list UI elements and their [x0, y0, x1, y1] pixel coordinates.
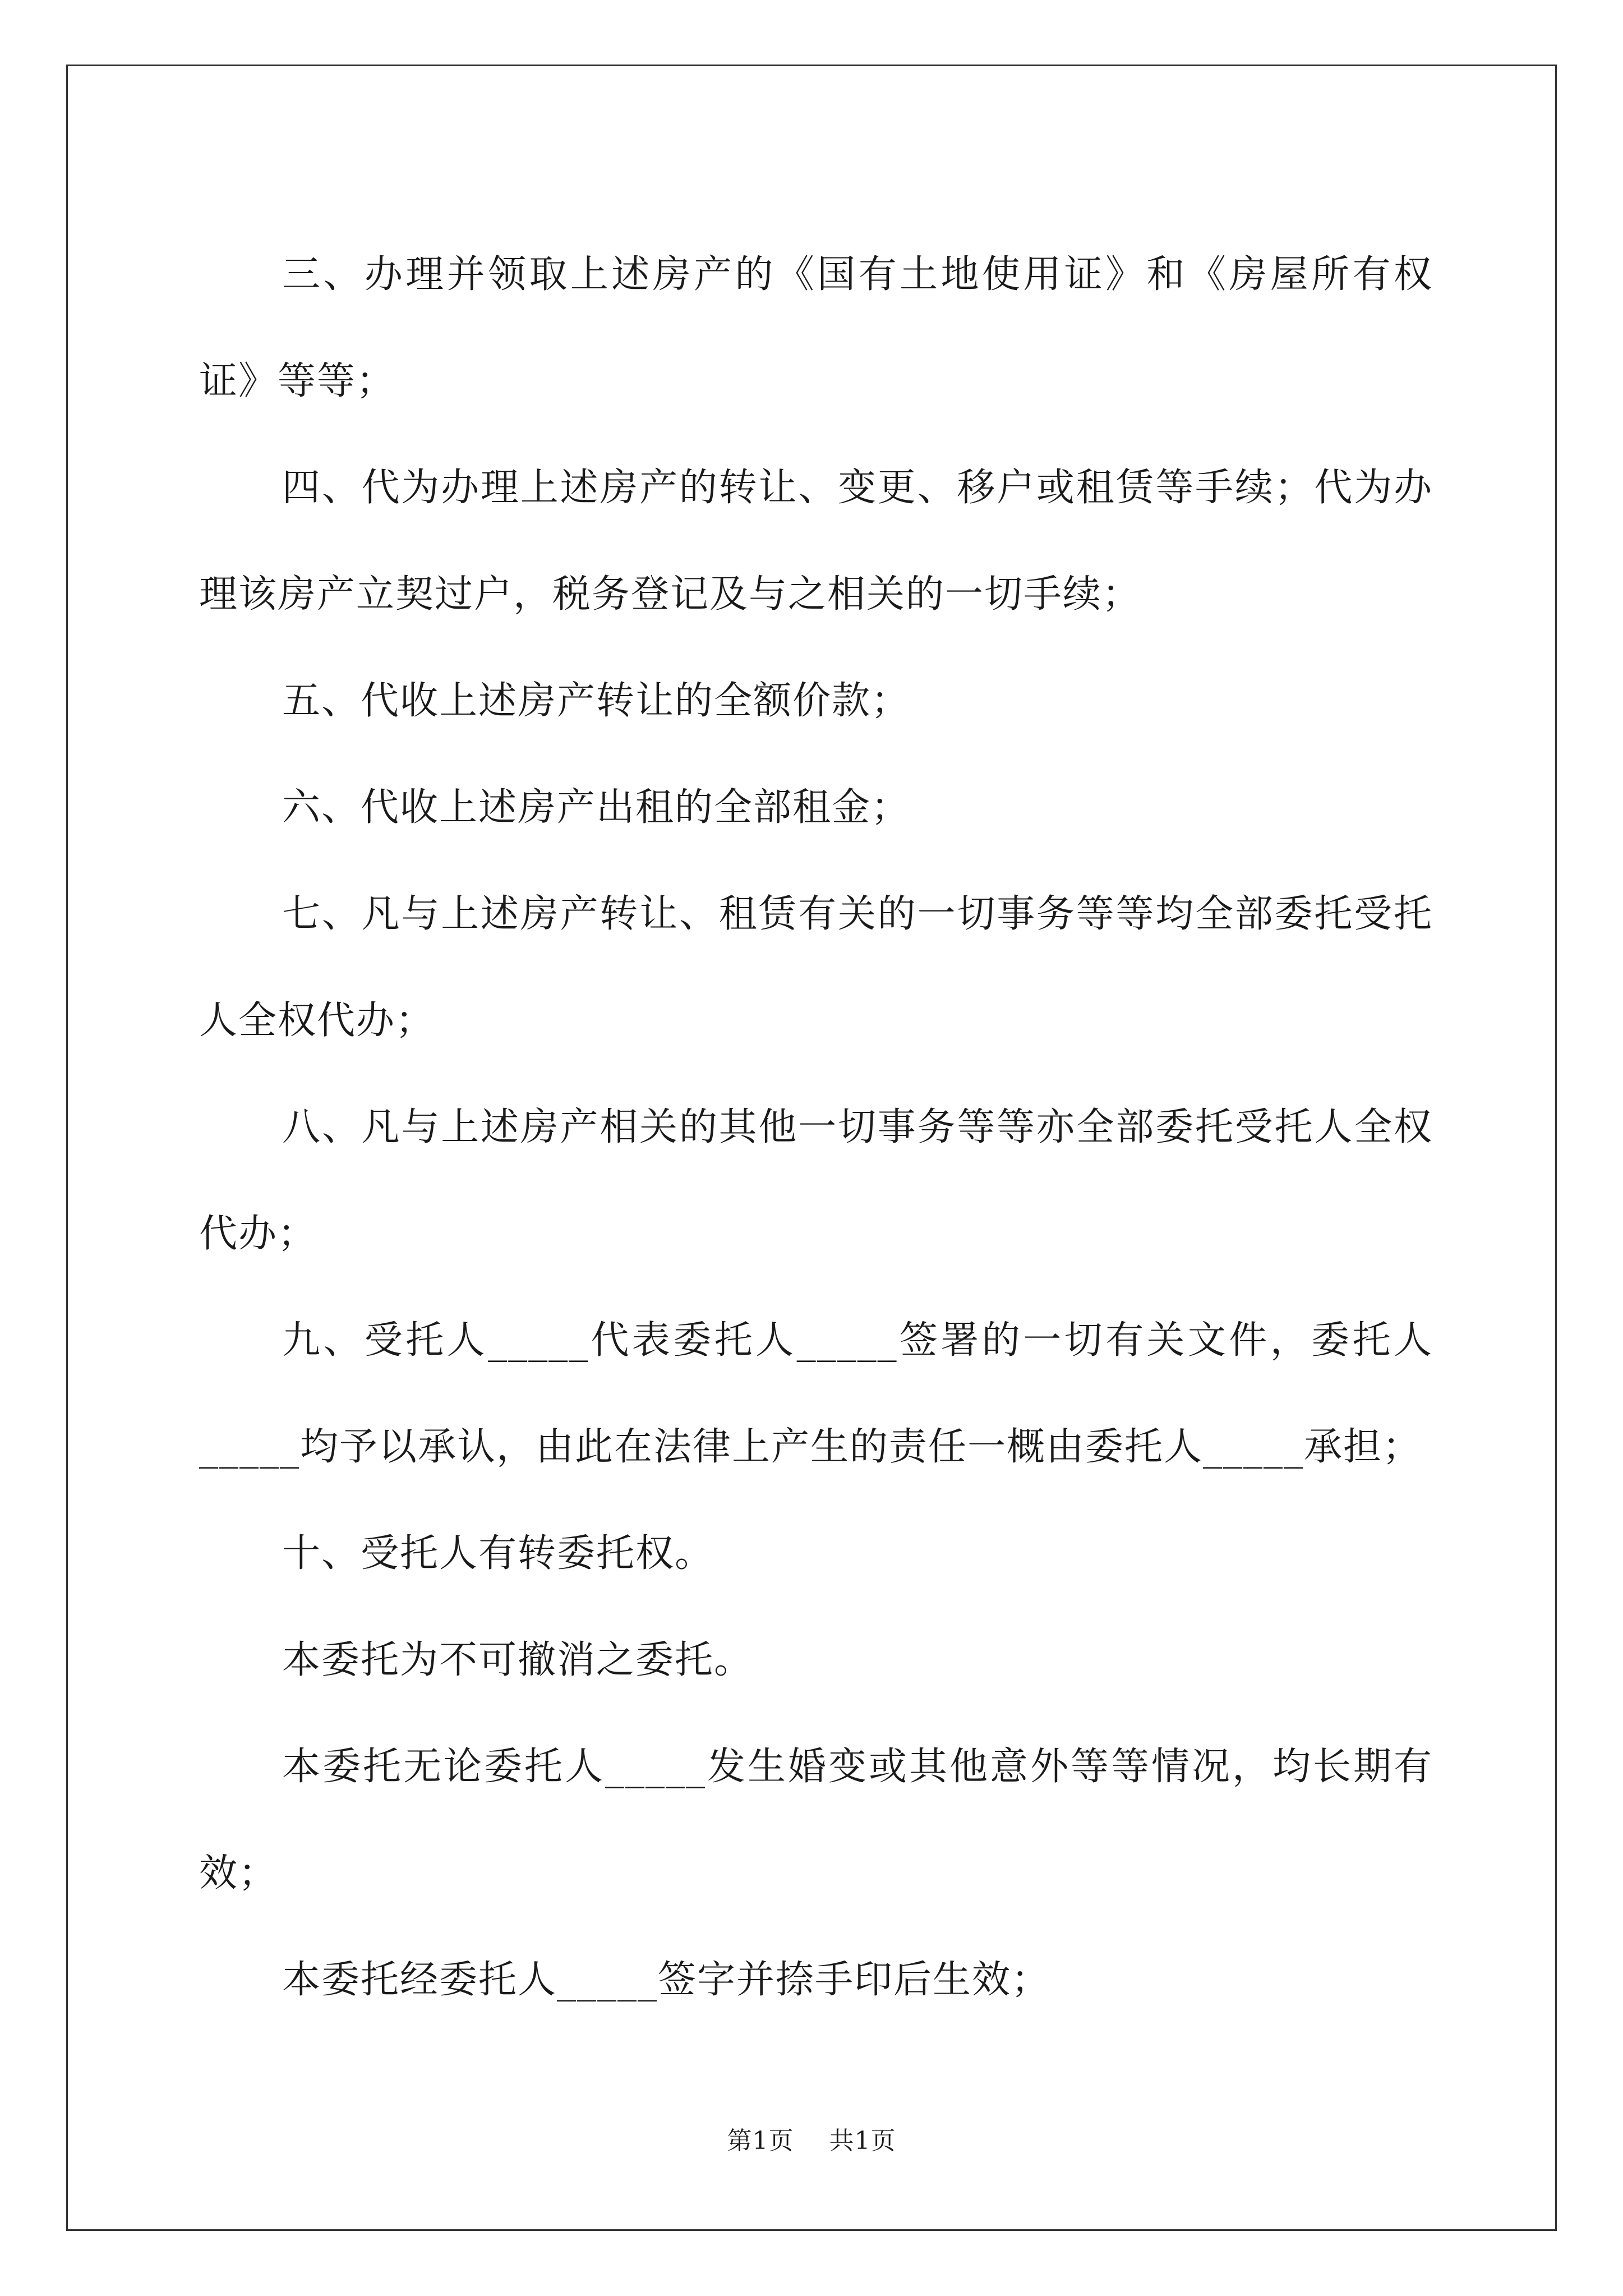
- page-number-total: 共1页: [829, 2127, 896, 2155]
- paragraph-6: 六、代收上述房产出租的全部租金；: [282, 785, 911, 830]
- paragraph-7: 七、凡与上述房产转让、租赁有关的一切事务等等均全部委托受托人全权代办；: [199, 892, 1433, 1043]
- paragraph-3: 三、办理并领取上述房产的《国有土地使用证》和《房屋所有权证》等等；: [199, 252, 1433, 403]
- paragraph-8: 八、凡与上述房产相关的其他一切事务等等亦全部委托受托人全权代办；: [199, 1105, 1433, 1256]
- irrevocable-clause: 本委托为不可撤消之委托。: [282, 1638, 754, 1682]
- paragraph-10: 十、受托人有转委托权。: [282, 1531, 714, 1576]
- paragraph-5: 五、代收上述房产转让的全额价款；: [282, 679, 911, 723]
- document-body: [199, 222, 1433, 2033]
- paragraph-9: 九、受托人_____代表委托人_____签署的一切有关文件，委托人_____均予以承认，由此在法律上产生的责任一概由委托人_____承担；: [199, 1318, 1433, 1469]
- validity-clause: 本委托无论委托人_____发生婚变或其他意外等等情况，均长期有效；: [199, 1745, 1433, 1895]
- paragraph-4: 四、代为办理上述房产的转让、变更、移户或租赁等手续；代为办理该房产立契过户，税务登记及与之相关的一切手续；: [199, 466, 1433, 616]
- effective-clause: 本委托经委托人_____签字并捺手印后生效；: [282, 1958, 1051, 2002]
- page-number-current: 第1页: [727, 2127, 794, 2155]
- page-footer: [0, 2120, 1623, 2156]
